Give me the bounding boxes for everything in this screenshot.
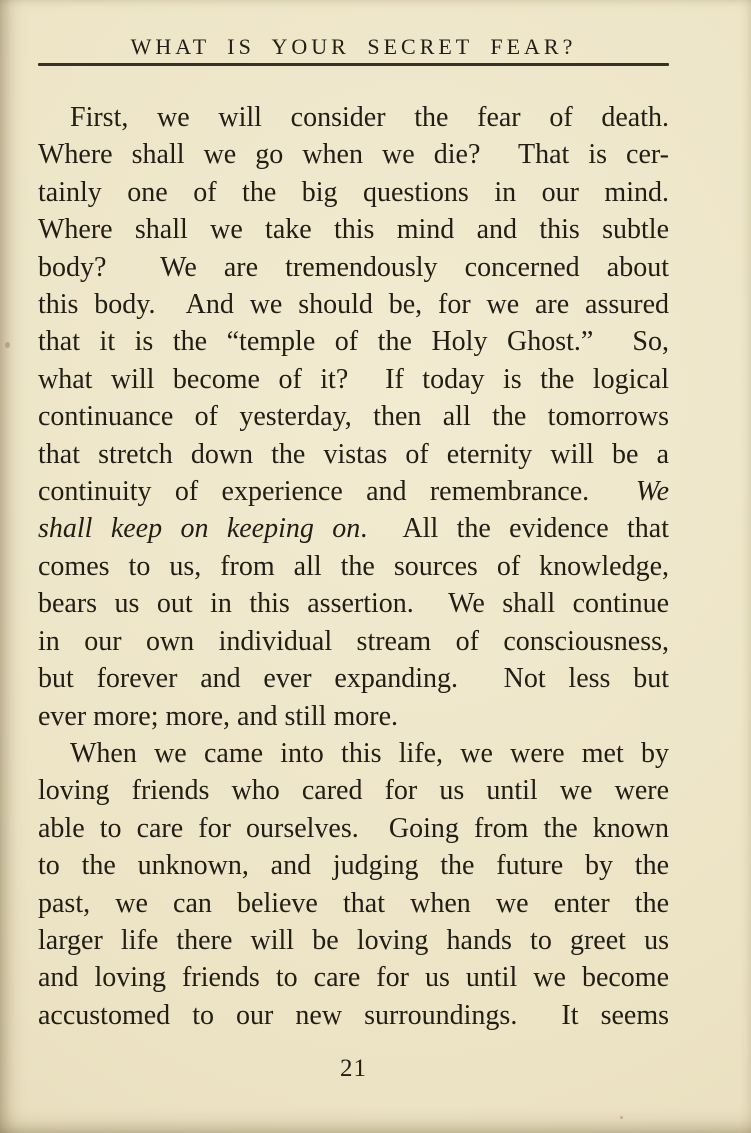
text-line <box>38 660 669 697</box>
text-line <box>38 623 669 660</box>
text-line <box>38 847 669 884</box>
text-segment: loving friends who cared for us until we were <box>38 775 669 807</box>
text-line <box>38 323 669 360</box>
text-segment: bears us out in this assertion. We shall continue <box>38 588 669 620</box>
text-line <box>38 286 669 323</box>
text-line <box>38 997 669 1034</box>
header-rule <box>38 63 669 66</box>
text-segment: body? We are tremendously concerned about <box>38 251 669 283</box>
text-segment: that stretch down the vistas of eternity will be a <box>38 438 669 470</box>
text-line <box>38 698 669 735</box>
text-line <box>38 810 669 847</box>
text-line <box>38 436 669 473</box>
text-line <box>38 361 669 398</box>
italic-text: shall keep on keeping on <box>38 513 361 545</box>
paragraph <box>38 99 669 735</box>
text-line <box>38 959 669 996</box>
text-segment: larger life there will be loving hands to greet us <box>38 924 669 956</box>
text-block <box>38 0 669 1081</box>
running-head: WHAT IS YOUR SECRET FEAR? <box>130 34 577 59</box>
text-line <box>38 585 669 622</box>
text-segment: . All the evidence that <box>360 513 669 545</box>
text-segment: in our own individual stream of consciousness, <box>38 625 669 657</box>
text-segment: this body. And we should be, for we are assured <box>38 289 669 321</box>
text-line <box>38 922 669 959</box>
text-line <box>38 735 669 772</box>
text-segment: Where shall we take this mind and this subtle <box>38 214 669 246</box>
text-line <box>38 398 669 435</box>
text-line <box>38 99 669 136</box>
text-line <box>38 772 669 809</box>
body-text <box>38 99 669 1034</box>
text-segment: continuance of yesterday, then all the tomorrows <box>38 401 669 433</box>
text-line <box>38 885 669 922</box>
paper-speck <box>5 342 10 348</box>
text-segment: but forever and ever expanding. Not less but <box>38 663 669 695</box>
text-segment: comes to us, from all the sources of knowledge, <box>38 550 669 582</box>
text-segment: Where shall we go when we die? That is cer- <box>38 139 669 171</box>
text-segment: accustomed to our new surroundings. It seems <box>38 999 669 1031</box>
text-segment: able to care for ourselves. Going from the known <box>38 812 669 844</box>
page-number: 21 <box>340 1055 367 1083</box>
text-segment: that it is the “temple of the Holy Ghost.” So, <box>38 326 669 358</box>
text-segment: When we came into this life, we were met by <box>70 737 669 769</box>
text-line <box>38 211 669 248</box>
italic-text: We <box>635 476 669 508</box>
text-segment: First, we will consider the fear of death. <box>70 102 669 133</box>
text-segment: continuity of experience and remembrance. <box>38 476 636 508</box>
text-segment: tainly one of the big questions in our mind. <box>38 176 669 208</box>
text-segment: to the unknown, and judging the future by the <box>38 850 669 882</box>
text-line <box>38 136 669 173</box>
text-line <box>38 473 669 510</box>
text-segment: ever more; more, and still more. <box>38 700 398 732</box>
text-line <box>38 174 669 211</box>
text-segment: past, we can believe that when we enter the <box>38 887 669 919</box>
paper-speck <box>620 1116 623 1119</box>
text-line <box>38 548 669 585</box>
text-segment: what will become of it? If today is the logical <box>38 363 669 395</box>
text-segment: and loving friends to care for us until we become <box>38 962 669 994</box>
text-line <box>38 510 669 547</box>
paragraph <box>38 735 669 1034</box>
text-line <box>38 249 669 286</box>
